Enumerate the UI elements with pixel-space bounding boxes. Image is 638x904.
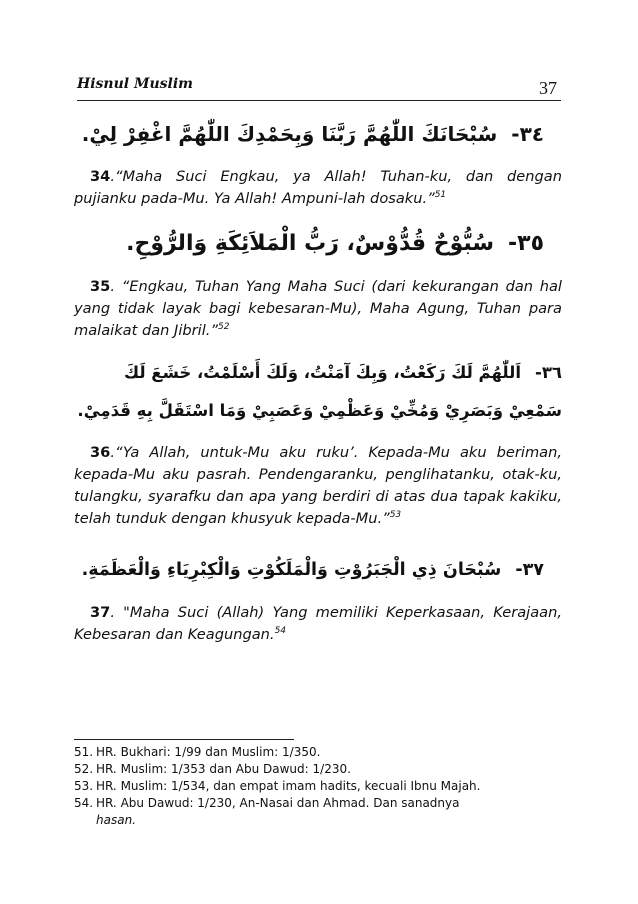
arabic-line: سَمْعِيْ وَبَصَرِيْ وَمُخِّيْ وَعَظْمِيْ وَعَصَبِيْ وَمَا اسْتَقَلَّ بِهِ قَدَمِيْ. [77, 401, 562, 420]
footnote-52 [74, 761, 562, 778]
footnote-53 [74, 778, 562, 795]
footnote-text [96, 795, 562, 829]
dua-number-35: 35 [90, 278, 111, 295]
translation-34: 34.“Maha Suci Engkau, ya Allah! Tuhan-ku, dan dengan pujianku pada-Mu. Ya Allah! Ampuni-lah dosaku.”$^{51}$ [74, 168, 562, 207]
arabic-text-35 [74, 226, 562, 262]
footnote-number: 52. [74, 762, 94, 776]
footnote-ref-53: 53 [389, 510, 402, 521]
arabic-line: سُبْحَانَكَ اللّٰهُمَّ رَبَّنَا وَبِحَمْدِكَ اللّٰهُمَّ اغْفِرْ لِيْ. [81, 122, 498, 146]
translation-37: 37. "Maha Suci (Allah) Yang memiliki Keperkasaan, Kerajaan, Kebesaran dan Keagungan.$^{54}$ [74, 604, 562, 643]
dua-number-34: 34 [90, 168, 111, 185]
footnote-ref-51: 51 [434, 190, 447, 201]
dua-37 [74, 552, 562, 646]
arabic-text-36 [74, 354, 562, 430]
arabic-line: سُبُّوْحٌ قُدُّوْسٌ، رَبُّ الْمَلاَئِكَةِ وَالرُّوْحِ. [126, 231, 494, 256]
arabic-line-2 [74, 392, 562, 430]
arabic-number-34: ٣٤- [511, 122, 544, 146]
main-content [74, 112, 562, 646]
arabic-number-36: ٣٦- [534, 363, 562, 382]
translation-text: “Ya Allah, untuk-Mu aku ruku’. Kepada-Mu aku beriman, kepada-Mu aku pasrah. Pendengaranku, penglihatanku, otak-ku, tulangku, syarafku dan apa yang berdiri di atas dua tapak kakiku, telah tunduk dengan khusyuk kepada-Mu.” [74, 444, 562, 527]
footnote-54 [74, 795, 562, 829]
translation-text: "Maha Suci (Allah) Yang memiliki Keperkasaan, Kerajaan, Kebesaran dan Keagungan. [74, 604, 562, 643]
arabic-number-37: ٣٧- [515, 560, 544, 580]
translation-35: 35. “Engkau, Tuhan Yang Maha Suci (dari kekurangan dan hal yang tidak layak bagi kebesaran-Mu), Maha Agung, Tuhan para malaikat dan Jibril.”$^{52}$ [74, 278, 562, 339]
arabic-number-35: ٣٥- [508, 231, 544, 256]
footnote-ref-52: 52 [218, 322, 230, 333]
dua-number-36: 36 [90, 444, 111, 461]
arabic-line: اَللّٰهُمَّ لَكَ رَكَعْتُ، وَبِكَ آمَنْتُ، وَلَكَ أَسْلَمْتُ، خَشَعَ لَكَ [124, 363, 521, 382]
translation-text: “Maha Suci Engkau, ya Allah! Tuhan-ku, dan dengan pujianku pada-Mu. Ya Allah! Ampuni-lah dosaku.” [74, 168, 562, 207]
dua-34 [74, 116, 562, 210]
footnote-text: HR. Muslim: 1/353 dan Abu Dawud: 1/230. [96, 762, 351, 776]
dua-36 [74, 354, 562, 530]
footnote-text-main: HR. Abu Dawud: 1/230, An-Nasai dan Ahmad. Dan sanadnya [96, 796, 460, 810]
footnote-51 [74, 744, 562, 761]
header-rule [77, 100, 561, 101]
arabic-text-34 [74, 116, 562, 152]
arabic-line: سُبْحَانَ ذِي الْجَبَرُوْتِ وَالْمَلَكُوْتِ وَالْكِبْرِيَاءِ وَالْعَظَمَةِ. [81, 560, 502, 580]
footnotes [74, 744, 562, 829]
translation-36: 36.“Ya Allah, untuk-Mu aku ruku’. Kepada-Mu aku beriman, kepada-Mu aku pasrah. Pendengaranku, penglihatanku, otak-ku, tulangku, syarafku dan apa yang berdiri di atas dua tapak kakiku, telah tunduk dengan khusyuk kepada-Mu.”$^{53}$ [74, 444, 562, 527]
arabic-text-37 [74, 552, 562, 588]
footnote-text: HR. Muslim: 1/534, dan empat imam hadits, kecuali Ibnu Majah. [96, 779, 481, 793]
arabic-line-1 [74, 354, 562, 392]
translation-text: “Engkau, Tuhan Yang Maha Suci (dari kekurangan dan hal yang tidak layak bagi kebesaran-Mu), Maha Agung, Tuhan para malaikat dan Jibril.” [74, 278, 562, 339]
footnote-number: 54. [74, 796, 94, 810]
footnote-number: 51. [74, 745, 94, 759]
dua-35 [74, 226, 562, 342]
footnote-text: HR. Bukhari: 1/99 dan Muslim: 1/350. [96, 745, 321, 759]
page-number: 37 [539, 78, 557, 98]
footnote-number: 53. [74, 779, 94, 793]
footnote-ref-54: 54 [274, 626, 287, 637]
footnote-text-italic: hasan. [96, 813, 136, 827]
footnote-separator [74, 739, 294, 740]
running-title: Hisnul Muslim [77, 76, 193, 92]
dua-number-37: 37 [90, 604, 111, 621]
page-header [77, 70, 561, 106]
